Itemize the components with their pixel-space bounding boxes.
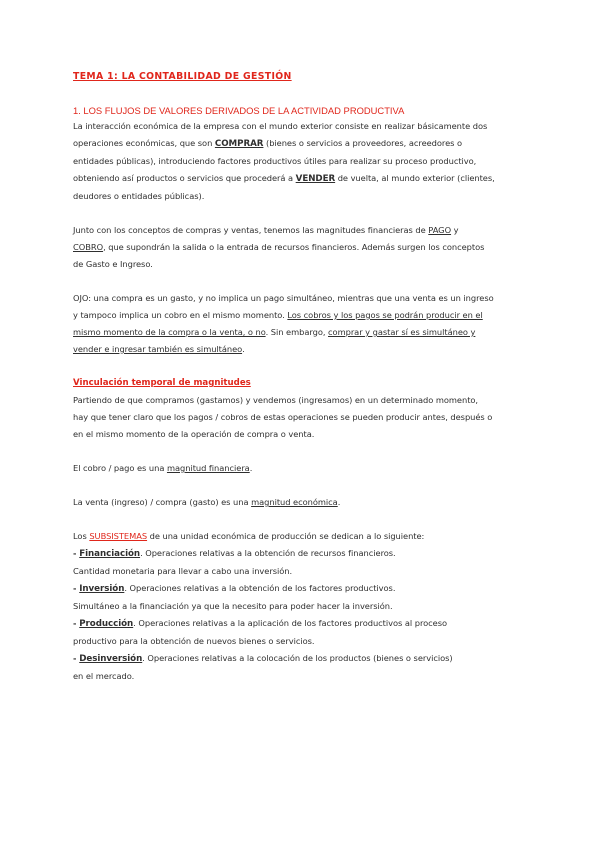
underlined-text: comprar y gastar sí es simultáneo y [328,327,476,337]
keyword-subsistemas: SUBSISTEMAS [89,531,148,541]
keyword-comprar: COMPRAR [214,139,264,149]
spacer [73,205,528,222]
bullet-dash: - [73,618,80,628]
text-line: OJO: una compra es un gasto, y no implica un pago simultáneo, mientras que una venta es un ingreso [73,293,494,303]
keyword-desinversion: Desinversión [79,654,143,664]
section-heading-flujos: 1. LOS FLUJOS DE VALORES DERIVADOS DE LA ACTIVIDAD PRODUCTIVA [73,105,405,116]
section-heading-vinculacion: Vinculación temporal de magnitudes [73,378,251,388]
text-span: Junto con los conceptos de compras y ventas, tenemos las magnitudes financieras de [73,225,429,235]
spacer [73,358,528,375]
text-span: . Operaciones relativas a la obtención de los factores productivos. [124,583,396,593]
text-line [73,307,528,324]
text-line: deudores o entidades públicas). [73,191,205,201]
text-line [73,341,528,358]
paragraph-ojo [73,290,528,358]
text-span: La venta (ingreso) / compra (gasto) es una [73,497,252,507]
text-span: . [337,497,341,507]
paragraph-magnitudes-financieras [73,222,528,273]
text-span: . Sin embargo, [265,327,329,337]
keyword-produccion: Producción [79,619,134,629]
text-line [73,494,528,511]
underlined-text: vender e ingresar también es simultáneo [73,344,243,354]
text-span: . Operaciones relativas a la colocación de los productos (bienes o servicios) [142,653,453,663]
text-span: (bienes o servicios a proveedores, acreedores o [263,138,463,148]
text-span: y [451,225,459,235]
paragraph-vinculacion [73,392,528,443]
list-item [73,545,528,563]
list-item [73,650,528,668]
text-line [73,222,528,239]
text-line: hay que tener claro que los pagos / cobros de estas operaciones se pueden producir antes, después o [73,412,493,422]
text-line: en el mismo momento de la operación de compra o venta. [73,429,315,439]
keyword-pago: PAGO [428,225,452,235]
underlined-text: mismo momento de la compra o la venta, o no [73,327,266,337]
list-item [73,580,528,598]
paragraph-venta-compra [73,494,528,511]
bullet-dash: - [73,583,80,593]
paragraph-interaccion [73,118,528,205]
paragraph-cobro-pago [73,460,528,477]
underlined-text: magnitud económica [251,497,338,507]
list-item [73,615,528,633]
text-span: . Operaciones relativas a la aplicación de los factores productivos al proceso [133,618,448,628]
text-line [73,170,528,188]
text-span: , que supondrán la salida o la entrada de recursos financieros. Además surgen los conceptos [103,242,485,252]
text-span: . Operaciones relativas a la obtención de recursos financieros. [140,548,396,558]
document-title: TEMA 1: LA CONTABILIDAD DE GESTIÓN [73,71,292,82]
text-line [73,239,528,256]
spacer [73,511,528,528]
text-line: Partiendo de que compramos (gastamos) y vendemos (ingresamos) en un determinado momento, [73,395,479,405]
text-span: El cobro / pago es una [73,463,167,473]
text-line: Simultáneo a la financiación ya que la necesito para poder hacer la inversión. [73,601,393,611]
text-span: obteniendo así productos o servicios que procederá a [73,173,296,183]
bullet-dash: - [73,548,80,558]
paragraph-subsistemas [73,528,528,685]
text-span: operaciones económicas, que son [73,138,215,148]
text-line: Cantidad monetaria para llevar a cabo una inversión. [73,566,293,576]
text-line [73,460,528,477]
text-line: entidades públicas), introduciendo factores productivos útiles para realizar su proceso productivo, [73,156,477,166]
text-line: de Gasto e Ingreso. [73,259,153,269]
text-span: Los [73,531,90,541]
text-span: . [242,344,245,354]
keyword-inversion: Inversión [79,584,125,594]
text-line: productivo para la obtención de nuevos bienes o servicios. [73,636,315,646]
underlined-text: magnitud financiera [166,463,250,473]
bullet-dash: - [73,653,80,663]
text-span: y tampoco implica un cobro en el mismo momento. [73,310,288,320]
underlined-text: Los cobros y los pagos se podrán producir en el [287,310,483,320]
keyword-cobro: COBRO [73,242,104,252]
text-line [73,528,528,545]
text-line: La interacción económica de la empresa con el mundo exterior consiste en realizar básicamente dos [73,121,488,131]
spacer [73,443,528,460]
text-line: en el mercado. [73,671,135,681]
keyword-vender: VENDER [295,174,336,184]
text-line [73,135,528,153]
keyword-financiacion: Financiación [79,549,141,559]
document-content [73,70,528,685]
text-span: de vuelta, al mundo exterior (clientes, [335,173,495,183]
spacer [73,273,528,290]
spacer [73,477,528,494]
text-span: de una unidad económica de producción se dedican a lo siguiente: [147,531,425,541]
text-span: . [249,463,253,473]
text-line [73,324,528,341]
